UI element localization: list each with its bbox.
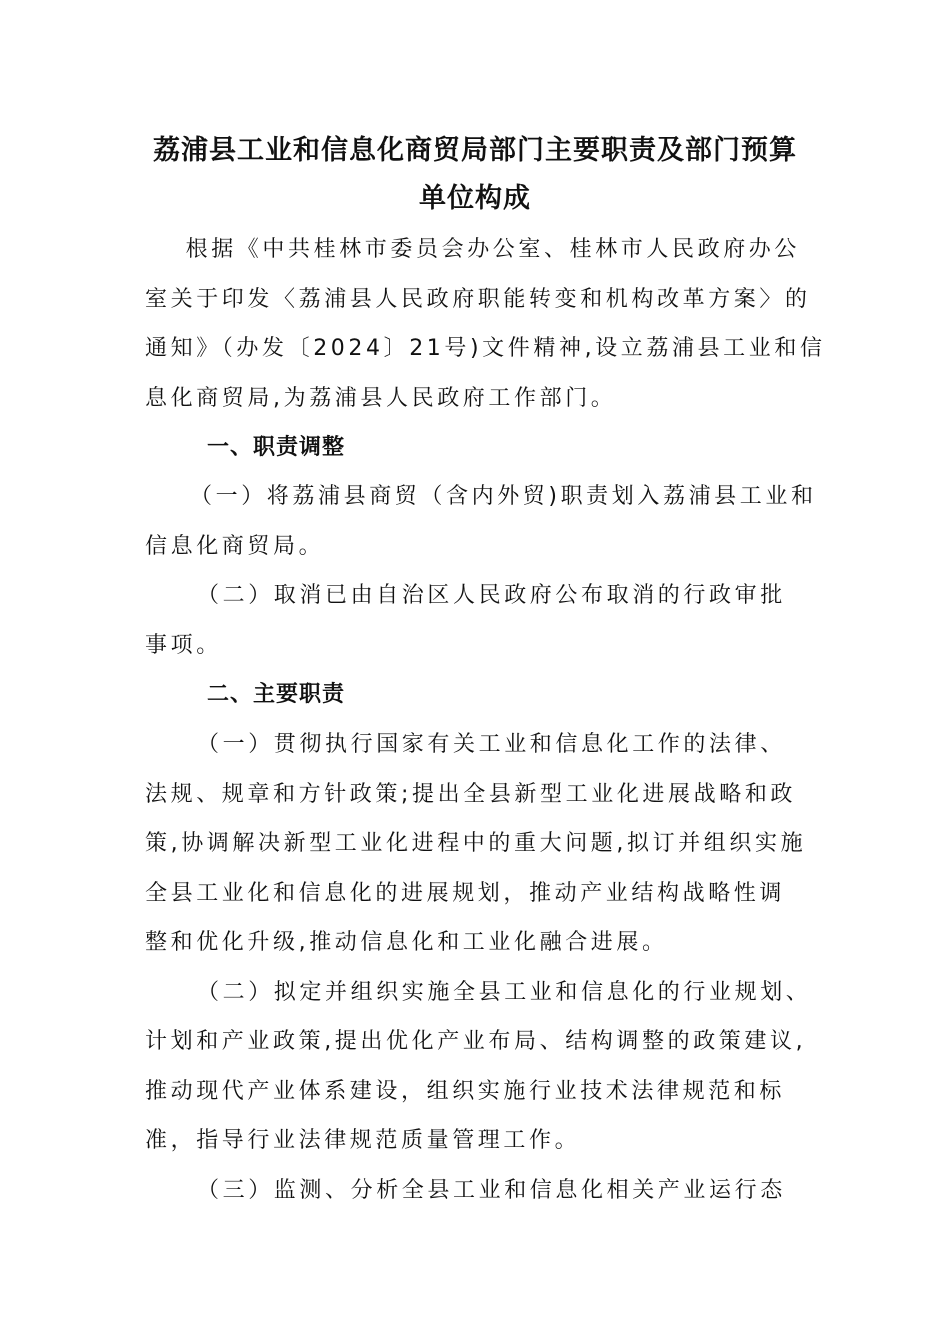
- document-title-line-2: 单位构成: [419, 183, 531, 214]
- list-item-2-2-line-2: 计划和产业政策,提出优化产业布局、结构调整的政策建议,: [145, 1029, 807, 1054]
- list-item-2-2-line-3: 推动现代产业体系建设，组织实施行业技术法律规范和标: [145, 1079, 786, 1104]
- list-item-2-1-line-1: （一）贯彻执行国家有关工业和信息化工作的法律、: [197, 732, 786, 757]
- list-item-2-1-line-5: 整和优化升级,推动信息化和工业化融合进展。: [145, 930, 668, 955]
- list-item-2-1-line-2: 法规、规章和方针政策;提出全县新型工业化进展战略和政: [145, 782, 797, 807]
- section-heading-2: 二、主要职责: [207, 682, 346, 707]
- list-item-2-2-line-4: 准，指导行业法律规范质量管理工作。: [145, 1128, 581, 1153]
- paragraph-intro-line-1: 根据《中共桂林市委员会办公室、桂林市人民政府办公: [160, 237, 801, 262]
- list-item-1-1-line-1: （一）将荔浦县商贸（含内外贸)职责划入荔浦县工业和: [190, 484, 817, 509]
- paragraph-intro-line-4: 息化商贸局,为荔浦县人民政府工作部门。: [145, 386, 617, 411]
- list-item-1-1-line-2: 信息化商贸局。: [145, 534, 325, 559]
- list-item-1-2-line-2: 事项。: [145, 633, 222, 658]
- list-item-1-2-line-1: （二）取消已由自治区人民政府公布取消的行政审批: [197, 583, 786, 608]
- paragraph-intro-line-2: 室关于印发〈荔浦县人民政府职能转变和机构改革方案〉的: [145, 287, 811, 312]
- list-item-2-1-line-4: 全县工业化和信息化的进展规划，推动产业结构战略性调: [145, 881, 786, 906]
- list-item-2-3-line-1: （三）监测、分析全县工业和信息化相关产业运行态: [197, 1178, 786, 1203]
- document-title-line-1: 荔浦县工业和信息化商贸局部门主要职责及部门预算: [153, 135, 797, 166]
- paragraph-intro-line-3: 通知》（办发〔2024〕21号)文件精神,设立荔浦县工业和信: [145, 336, 826, 361]
- section-heading-1: 一、职责调整: [207, 435, 346, 460]
- list-item-2-1-line-3: 策,协调解决新型工业化进程中的重大问题,拟订并组织实施: [145, 831, 807, 856]
- list-item-2-2-line-1: （二）拟定并组织实施全县工业和信息化的行业规划、: [197, 980, 812, 1005]
